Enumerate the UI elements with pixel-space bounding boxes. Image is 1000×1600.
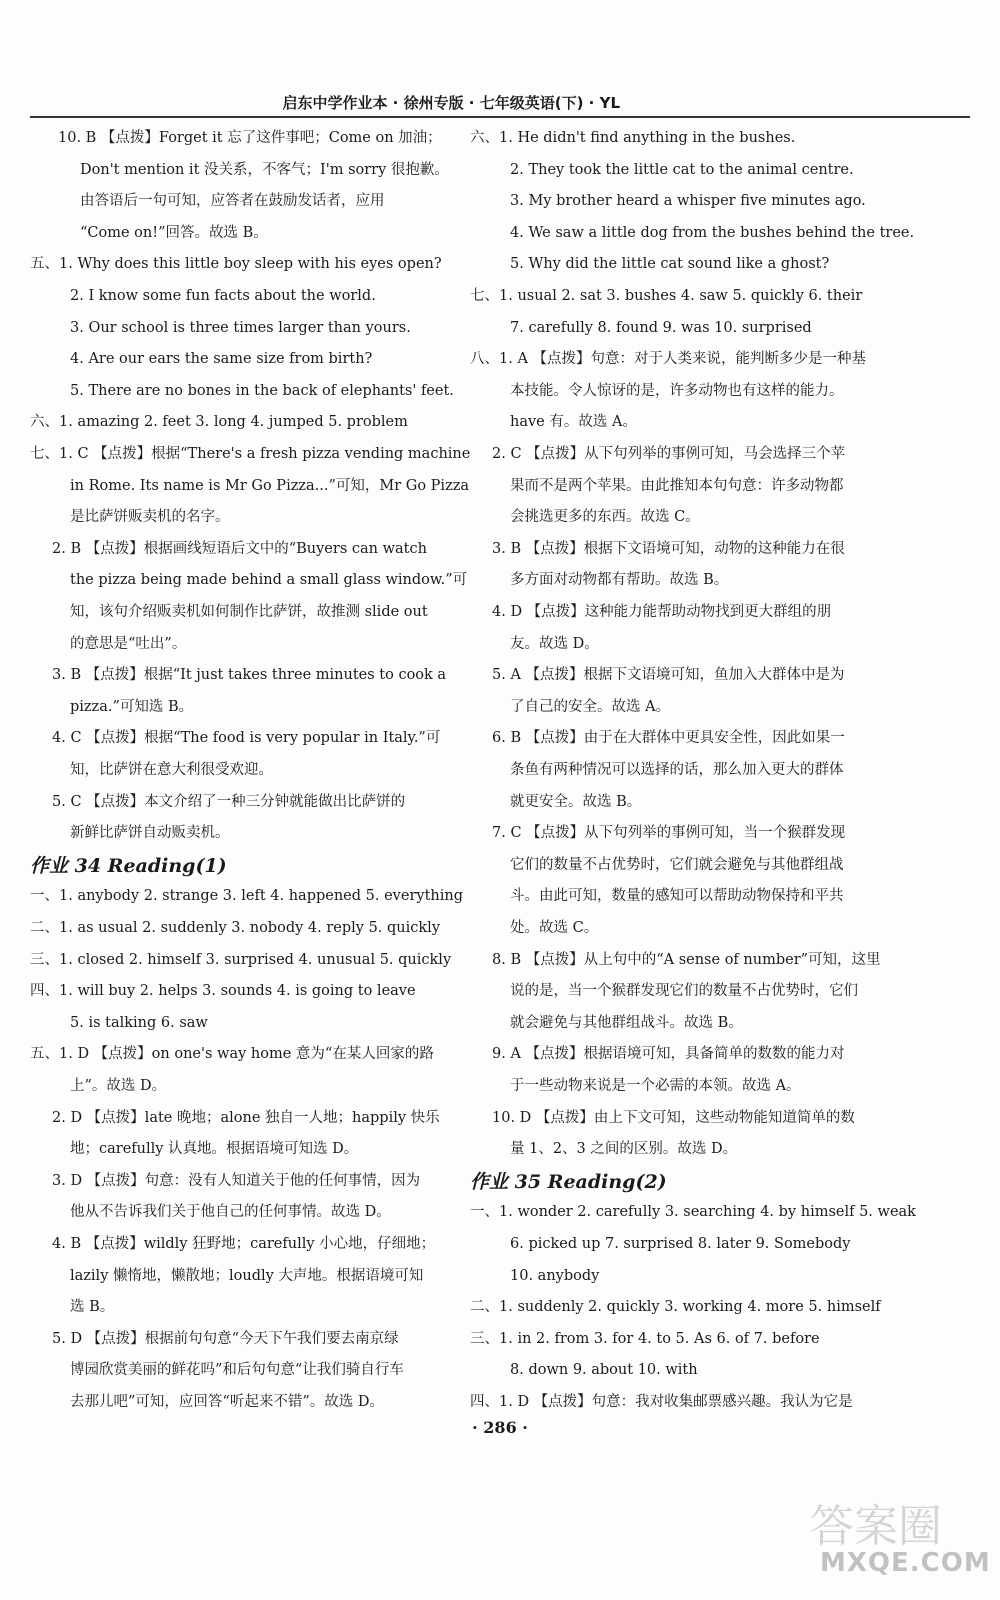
answer-line: 3. D 【点拨】句意：没有人知道关于他的任何事情，因为 bbox=[52, 1172, 421, 1189]
answer-line: 五、1. Why does this little boy sleep with his eyes open? bbox=[30, 256, 442, 273]
watermark-glyphs: 答案圈 bbox=[810, 1501, 942, 1552]
answer-line: 5. C 【点拨】本文介绍了一种三分钟就能做出比萨饼的 bbox=[52, 793, 406, 810]
answer-line: 3. My brother heard a whisper five minutes ago. bbox=[510, 193, 866, 210]
answer-line: 4. B 【点拨】wildly 狂野地；carefully 小心地，仔细地； bbox=[52, 1236, 436, 1252]
answer-line: 友。故选 D。 bbox=[510, 635, 599, 652]
answer-line: 5. A 【点拨】根据下文语境可知，鱼加入大群体中是为 bbox=[492, 667, 845, 684]
answer-line: 选 B。 bbox=[70, 1299, 115, 1316]
answer-line: 7. carefully 8. found 9. was 10. surprised bbox=[510, 319, 812, 336]
answer-line: 条鱼有两种情况可以选择的话，那么加入更大的群体 bbox=[510, 762, 844, 778]
answer-line: 10. B 【点拨】Forget it 忘了这件事吧；Come on 加油； bbox=[58, 130, 442, 146]
answer-line: 了自己的安全。故选 A。 bbox=[510, 698, 671, 715]
answer-line: 三、1. closed 2. himself 3. surprised 4. unusual 5. quickly bbox=[30, 951, 452, 968]
answer-line: 5. Why did the little cat sound like a ghost? bbox=[510, 256, 830, 273]
answer-line: 9. A 【点拨】根据语境可知，具备简单的数数的能力对 bbox=[492, 1046, 845, 1063]
answer-line: 5. There are no bones in the back of elephants' feet. bbox=[70, 382, 454, 399]
answer-line: have 有。故选 A。 bbox=[510, 414, 637, 431]
answer-line: “Come on!”回答。故选 B。 bbox=[80, 224, 268, 241]
answer-line: 2. They took the little cat to the animal centre. bbox=[510, 161, 854, 178]
answer-line: 7. C 【点拨】从下句列举的事例可知，当一个猴群发现 bbox=[492, 825, 846, 842]
answer-line: 一、1. anybody 2. strange 3. left 4. happened 5. everything bbox=[30, 888, 464, 905]
answer-line: 3. Our school is three times larger than yours. bbox=[70, 319, 411, 336]
answer-line: 4. We saw a little dog from the bushes behind the tree. bbox=[510, 224, 915, 241]
answer-line: 8. down 9. about 10. with bbox=[510, 1362, 698, 1379]
answer-line: 地；carefully 认真地。根据语境可知选 D。 bbox=[70, 1141, 359, 1158]
answer-line: 就更安全。故选 B。 bbox=[510, 793, 642, 810]
answer-line: 2. B 【点拨】根据画线短语后文中的“Buyers can watch bbox=[52, 540, 427, 557]
answer-line: 知，该句介绍贩卖机如何制作比萨饼，故推测 slide out bbox=[70, 604, 428, 620]
answer-line: 4. C 【点拨】根据“The food is very popular in Italy.”可 bbox=[52, 730, 441, 747]
answer-line: 会挑选更多的东西。故选 C。 bbox=[510, 509, 700, 526]
answer-line: 处。故选 C。 bbox=[510, 920, 599, 936]
answer-line: 5. is talking 6. saw bbox=[70, 1014, 208, 1031]
answer-line: 说的是，当一个猴群发现它们的数量不占优势时，它们 bbox=[510, 983, 858, 1000]
answer-line: 由答语后一句可知，应答者在鼓励发话者，应用 bbox=[80, 193, 385, 210]
answer-line: 是比萨饼贩卖机的名字。 bbox=[70, 509, 230, 526]
answer-line: 多方面对动物都有帮助。故选 B。 bbox=[510, 572, 729, 589]
answer-line: 七、1. usual 2. sat 3. bushes 4. saw 5. quickly 6. their bbox=[470, 288, 863, 304]
answer-line: 三、1. in 2. from 3. for 4. to 5. As 6. of 7. before bbox=[470, 1330, 820, 1347]
answer-line: 3. B 【点拨】根据下文语境可知，动物的这种能力在很 bbox=[492, 540, 845, 557]
answer-line: 五、1. D 【点拨】on one's way home 意为“在某人回家的路 bbox=[30, 1046, 434, 1063]
answer-line: 上”。故选 D。 bbox=[70, 1078, 167, 1094]
answer-line: in Rome. Its name is Mr Go Pizza...”可知，Mr Go Pizza bbox=[70, 477, 469, 494]
answer-line: 4. Are our ears the same size from birth? bbox=[70, 351, 373, 368]
page-header bbox=[30, 86, 970, 118]
answer-line: 它们的数量不占优势时，它们就会避免与其他群组战 bbox=[510, 856, 844, 873]
answer-line: 二、1. as usual 2. suddenly 3. nobody 4. reply 5. quickly bbox=[30, 920, 441, 936]
answer-line: 3. B 【点拨】根据“It just takes three minutes to cook a bbox=[52, 667, 447, 684]
answer-line: 本技能。令人惊讶的是，许多动物也有这样的能力。 bbox=[510, 382, 844, 399]
answer-line: 8. B 【点拨】从上句中的“A sense of number”可知，这里 bbox=[492, 951, 881, 968]
answer-line: 二、1. suddenly 2. quickly 3. working 4. more 5. himself bbox=[470, 1299, 881, 1316]
answer-line: Don't mention it 没关系，不客气；I'm sorry 很抱歉。 bbox=[80, 161, 449, 178]
answer-line: 的意思是“吐出”。 bbox=[70, 635, 187, 652]
answer-line: 六、1. He didn't find anything in the bushes. bbox=[470, 130, 796, 146]
answer-line: 四、1. D 【点拨】句意：我对收集邮票感兴趣。我认为它是 bbox=[470, 1394, 853, 1410]
answer-line: 量 1、2、3 之间的区别。故选 D。 bbox=[510, 1141, 738, 1158]
answer-line: 果而不是两个苹果。由此推知本句句意：许多动物都 bbox=[510, 477, 844, 494]
answer-line: 就会避免与其他群组战斗。故选 B。 bbox=[510, 1014, 743, 1031]
answer-line: 六、1. amazing 2. feet 3. long 4. jumped 5. problem bbox=[30, 414, 408, 431]
answer-line: 一、1. wonder 2. carefully 3. searching 4. by himself 5. weak bbox=[470, 1204, 916, 1221]
answer-line: 2. I know some fun facts about the world. bbox=[70, 288, 376, 304]
answer-line: 6. picked up 7. surprised 8. later 9. Somebody bbox=[510, 1236, 851, 1252]
answer-line: 10. D 【点拨】由上下文可知，这些动物能知道简单的数 bbox=[492, 1109, 855, 1126]
page-number: · 286 · bbox=[472, 1418, 528, 1437]
answer-line: 博园欣赏美丽的鲜花吗”和后句句意“让我们骑自行车 bbox=[70, 1362, 404, 1379]
answer-line: pizza.”可知选 B。 bbox=[70, 698, 194, 715]
answer-line: 于一些动物来说是一个必需的本领。故选 A。 bbox=[510, 1078, 801, 1094]
answer-line: 四、1. will buy 2. helps 3. sounds 4. is going to leave bbox=[30, 983, 416, 1000]
answer-line: 10. anybody bbox=[510, 1267, 600, 1284]
answer-line: 新鲜比萨饼自动贩卖机。 bbox=[70, 825, 230, 842]
section-heading-s2: 作业 35 Reading(2) bbox=[470, 1170, 667, 1193]
answer-line: 6. B 【点拨】由于在大群体中更具安全性，因此如果一 bbox=[492, 730, 845, 747]
answer-line: 八、1. A 【点拨】句意：对于人类来说，能判断多少是一种基 bbox=[470, 351, 867, 368]
answer-line: 去那儿吧”可知，应回答“听起来不错”。故选 D。 bbox=[70, 1394, 384, 1410]
answer-line: 5. D 【点拨】根据前句句意“今天下午我们要去南京绿 bbox=[52, 1330, 399, 1347]
header-title: 启东中学作业本 · 徐州专版 · 七年级英语(下) · YL bbox=[282, 94, 620, 112]
answer-line: 斗。由此可知，数量的感知可以帮助动物保持和平共 bbox=[510, 888, 844, 905]
section-heading-s1: 作业 34 Reading(1) bbox=[30, 854, 227, 877]
watermark-logo bbox=[810, 1490, 990, 1590]
answer-line: lazily 懒惰地，懒散地；loudly 大声地。根据语境可知 bbox=[70, 1267, 424, 1284]
answer-line: the pizza being made behind a small glass window.”可 bbox=[70, 572, 468, 589]
watermark-site: MXQE.COM bbox=[820, 1548, 991, 1578]
answer-line: 2. D 【点拨】late 晚地；alone 独自一人地；happily 快乐 bbox=[52, 1109, 440, 1126]
answer-line: 他从不告诉我们关于他自己的任何事情。故选 D。 bbox=[70, 1204, 391, 1221]
answer-line: 七、1. C 【点拨】根据“There's a fresh pizza vending machine bbox=[30, 446, 471, 462]
answer-line: 知，比萨饼在意大利很受欢迎。 bbox=[70, 762, 273, 778]
answer-line: 4. D 【点拨】这种能力能帮助动物找到更大群组的朋 bbox=[492, 604, 832, 620]
answer-line: 2. C 【点拨】从下句列举的事例可知，马会选择三个苹 bbox=[492, 446, 846, 462]
